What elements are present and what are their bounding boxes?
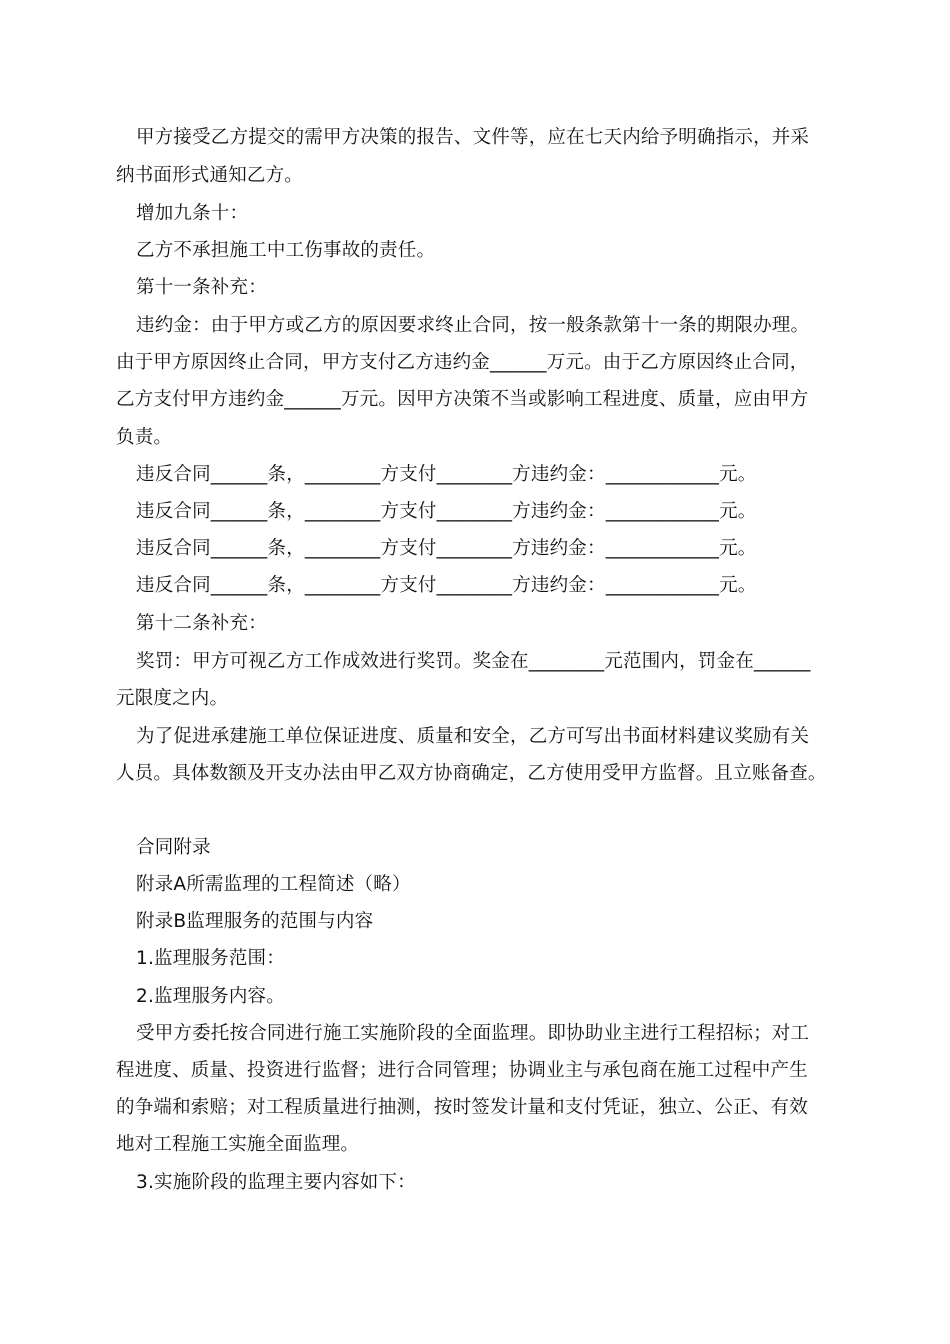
paragraph-line: 甲方接受乙方提交的需甲方决策的报告、文件等，应在七天内给予明确指示，并采 <box>136 127 810 148</box>
paragraph-line: 为了促进承建施工单位保证进度、质量和安全，乙方可写出书面材料建议奖励有关 <box>136 726 810 747</box>
paragraph-line: 违约金：由于甲方或乙方的原因要求终止合同，按一般条款第十一条的期限办理。 <box>136 315 810 336</box>
appendix-item: 附录A所需监理的工程简述（略） <box>136 874 411 895</box>
paragraph-line: 负责。 <box>116 427 173 448</box>
penalty-line: 违反合同______条，________方支付________方违约金：____________元。 <box>136 575 757 596</box>
numbered-item: 2.监理服务内容。 <box>136 986 285 1007</box>
paragraph-line: 的争端和索赔；对工程质量进行抽测，按时签发计量和支付凭证，独立、公正、有效 <box>116 1097 808 1118</box>
paragraph-line: 元限度之内。 <box>116 688 229 709</box>
paragraph-line: 奖罚：甲方可视乙方工作成效进行奖罚。奖金在________元范围内，罚金在______ <box>136 651 811 672</box>
appendix-item: 附录B监理服务的范围与内容 <box>136 911 374 932</box>
penalty-line: 违反合同______条，________方支付________方违约金：____________元。 <box>136 501 757 522</box>
paragraph-line: 受甲方委托按合同进行施工实施阶段的全面监理。即协助业主进行工程招标；对工 <box>136 1023 810 1044</box>
section-heading: 第十二条补充： <box>136 613 267 634</box>
penalty-line: 违反合同______条，________方支付________方违约金：____________元。 <box>136 538 757 559</box>
numbered-item: 3.实施阶段的监理主要内容如下： <box>136 1172 416 1193</box>
numbered-item: 1.监理服务范围： <box>136 948 285 969</box>
appendix-title: 合同附录 <box>136 837 211 858</box>
penalty-line: 违反合同______条，________方支付________方违约金：____________元。 <box>136 464 757 485</box>
paragraph-line: 程进度、质量、投资进行监督；进行合同管理；协调业主与承包商在施工过程中产生 <box>116 1060 808 1081</box>
paragraph-line: 由于甲方原因终止合同，甲方支付乙方违约金______万元。由于乙方原因终止合同， <box>116 352 809 373</box>
paragraph-line: 乙方支付甲方违约金______万元。因甲方决策不当或影响工程进度、质量，应由甲方 <box>116 389 809 410</box>
section-heading: 增加九条十： <box>136 203 249 224</box>
paragraph-line: 纳书面形式通知乙方。 <box>116 165 304 186</box>
section-heading: 第十一条补充： <box>136 277 267 298</box>
paragraph-line: 乙方不承担施工中工伤事故的责任。 <box>136 240 436 261</box>
paragraph-line: 地对工程施工实施全面监理。 <box>116 1134 360 1155</box>
paragraph-line: 人员。具体数额及开支办法由甲乙双方协商确定，乙方使用受甲方监督。且立账备查。 <box>116 763 827 784</box>
